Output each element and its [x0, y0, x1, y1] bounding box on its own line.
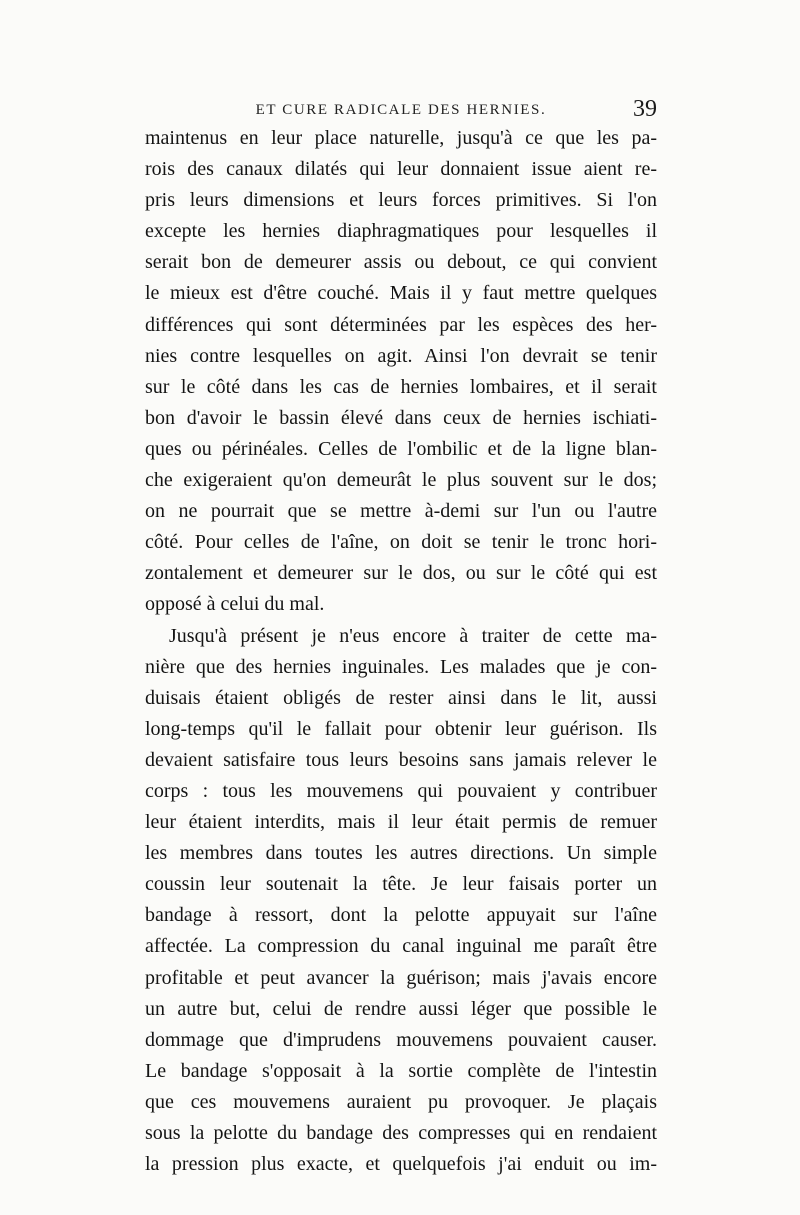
text-line: pris leurs dimensions et leurs forces primitives. Si l'on: [145, 189, 657, 212]
running-title: ET CURE RADICALE DES HERNIES.: [255, 102, 547, 118]
running-head: [145, 96, 657, 126]
text-line: on ne pourrait que se mettre à-demi sur l'un ou l'autre: [145, 500, 657, 523]
text-line: sous la pelotte du bandage des compresses qui en rendaient: [145, 1122, 657, 1144]
text-line: duisais étaient obligés de rester ainsi dans le lit, aussi: [145, 686, 657, 709]
text-line: les membres dans toutes les autres directions. Un simple: [145, 842, 657, 865]
text-line: rois des canaux dilatés qui leur donnaient issue aient re-: [145, 158, 657, 181]
text-line: devaient satisfaire tous leurs besoins sans jamais relever le: [145, 748, 657, 771]
text-line: maintenus en leur place naturelle, jusqu'à ce que les pa-: [145, 127, 657, 149]
text-line: un autre but, celui de rendre aussi léger que possible le: [145, 997, 657, 1020]
text-line: affectée. La compression du canal inguinal me paraît être: [145, 935, 657, 958]
text-line: opposé à celui du mal.: [145, 593, 325, 616]
text-line: zontalement et demeurer sur le dos, ou sur le côté qui est: [145, 562, 657, 585]
text-line: nière que des hernies inguinales. Les malades que je con-: [145, 655, 657, 678]
text-line: bon d'avoir le bassin élevé dans ceux de hernies ischiati-: [145, 406, 657, 429]
text-line: profitable et peut avancer la guérison; mais j'avais encore: [145, 966, 657, 989]
text-line: côté. Pour celles de l'aîne, on doit se tenir le tronc hori-: [145, 531, 657, 554]
text-line: nies contre lesquelles on agit. Ainsi l'on devrait se tenir: [145, 344, 657, 367]
text-line: le mieux est d'être couché. Mais il y faut mettre quelques: [145, 282, 657, 305]
text-line: la pression plus exacte, et quelquefois j'ai enduit ou im-: [145, 1153, 657, 1176]
text-line: sur le côté dans les cas de hernies lombaires, et il serait: [145, 375, 657, 398]
text-line: long-temps qu'il le fallait pour obtenir leur guérison. Ils: [145, 717, 657, 740]
text-line: bandage à ressort, dont la pelotte appuyait sur l'aîne: [145, 904, 657, 927]
text-line: différences qui sont déterminées par les espèces des her-: [145, 313, 657, 336]
text-line: Jusqu'à présent je n'eus encore à traiter de cette ma-: [169, 624, 657, 647]
text-line: ques ou périnéales. Celles de l'ombilic et de la ligne blan-: [145, 437, 657, 460]
text-line: serait bon de demeurer assis ou debout, ce qui convient: [145, 251, 657, 274]
text-line: Le bandage s'opposait à la sortie complète de l'intestin: [145, 1059, 657, 1082]
text-line: que ces mouvemens auraient pu provoquer. Je plaçais: [145, 1090, 657, 1113]
page-number: 39: [633, 96, 657, 122]
text-line: excepte les hernies diaphragmatiques pour lesquelles il: [145, 220, 657, 243]
text-line: corps : tous les mouvemens qui pouvaient y contribuer: [145, 779, 657, 802]
text-line: coussin leur soutenait la tête. Je leur faisais porter un: [145, 873, 657, 896]
text-line: che exigeraient qu'on demeurât le plus souvent sur le dos;: [145, 469, 657, 492]
text-line: dommage que d'imprudens mouvemens pouvaient causer.: [145, 1028, 657, 1051]
body-text: [145, 123, 657, 1180]
text-line: leur étaient interdits, mais il leur était permis de remuer: [145, 811, 657, 834]
